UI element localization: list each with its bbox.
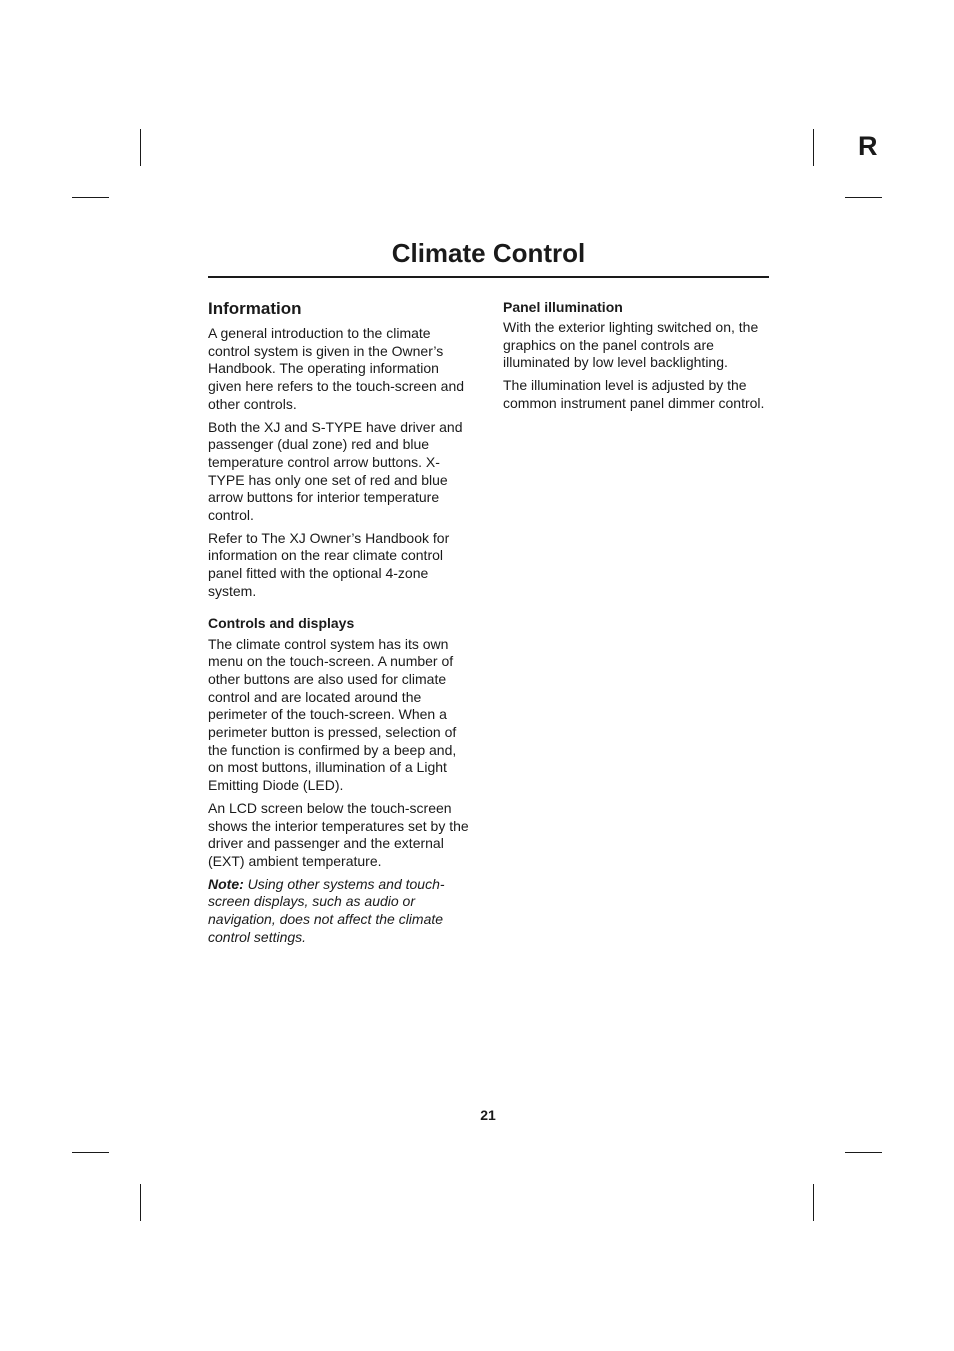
information-heading: Information bbox=[208, 299, 302, 318]
controls-and-displays-heading: Controls and displays bbox=[208, 614, 355, 631]
title-rule bbox=[208, 276, 769, 278]
crop-mark-bottom-right-horizontal bbox=[845, 1152, 882, 1153]
page-number: 21 bbox=[480, 1107, 496, 1123]
panel-illumination-heading: Panel illumination bbox=[503, 299, 623, 315]
note bbox=[208, 876, 474, 947]
left-column bbox=[208, 298, 474, 952]
paragraph: Both the XJ and S-TYPE have driver and passenger (dual zone) red and blue temperature control arrow buttons. X-TYPE has only one set of red and blue arrow buttons for interior temperature control. bbox=[208, 418, 463, 524]
crop-mark-top-left-vertical bbox=[140, 129, 141, 166]
note-text: Using other systems and touch-screen displays, such as audio or navigation, does not affect the climate control settings. bbox=[208, 875, 445, 945]
crop-mark-top-right-horizontal bbox=[845, 197, 882, 198]
paragraph: The illumination level is adjusted by the common instrument panel dimmer control. bbox=[503, 377, 765, 411]
crop-mark-bottom-right-vertical bbox=[813, 1184, 814, 1221]
crop-mark-top-left-horizontal bbox=[72, 197, 109, 198]
paragraph: The climate control system has its own menu on the touch-screen. A number of other buttons are also used for climate control and are located around the perimeter of the touch-screen. When a perimeter button is pressed, selection of the function is confirmed by a beep and, on most buttons, illumination of a Light Emitting Diode (LED). bbox=[208, 635, 457, 794]
crop-mark-top-right-vertical bbox=[813, 129, 814, 166]
right-column bbox=[503, 298, 769, 418]
crop-mark-bottom-left-horizontal bbox=[72, 1152, 109, 1153]
page-title: Climate Control bbox=[391, 238, 586, 268]
section-letter: R bbox=[858, 131, 878, 161]
paragraph: A general introduction to the climate control system is given in the Owner’s Handbook. The operating information given here refers to the touch-screen and other controls. bbox=[208, 325, 465, 412]
paragraph: Refer to The XJ Owner’s Handbook for information on the rear climate control panel fitted with the optional 4-zone system. bbox=[208, 529, 450, 599]
note-label: Note: bbox=[208, 875, 244, 892]
crop-mark-bottom-left-vertical bbox=[140, 1184, 141, 1221]
paragraph: An LCD screen below the touch-screen shows the interior temperatures set by the driver and passenger and the external (EXT) ambient temperature. bbox=[208, 799, 469, 869]
paragraph: With the exterior lighting switched on, the graphics on the panel controls are illuminated by low level backlighting. bbox=[503, 319, 759, 371]
